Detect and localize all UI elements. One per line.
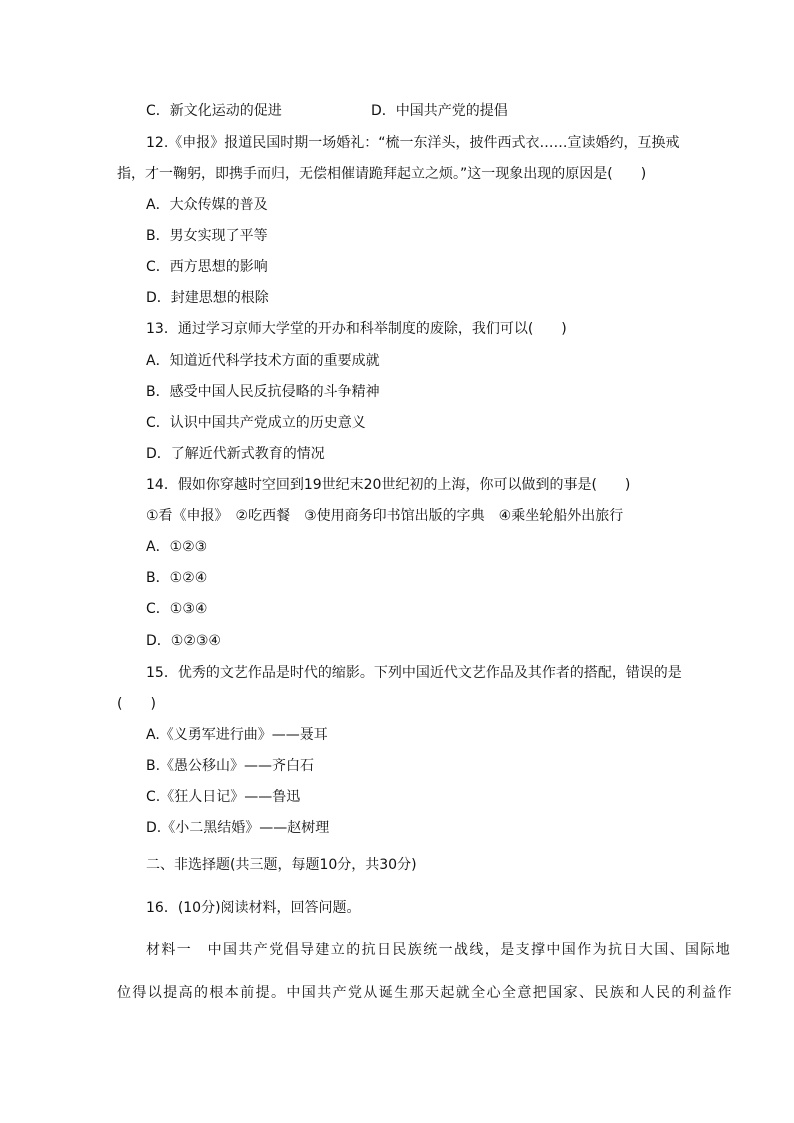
q12-option-c: C．西方思想的影响: [146, 259, 268, 275]
q15-option-c: C.《狂人日记》——鲁迅: [146, 789, 301, 805]
q13-option-a: A．知道近代科学技术方面的重要成就: [146, 353, 380, 369]
q12-option-a: A．大众传媒的普及: [146, 197, 268, 213]
q14-option-d: D．①②③④: [146, 633, 221, 649]
q15-option-b: B.《愚公移山》——齐白石: [146, 758, 315, 774]
q15-option-d: D.《小二黑结婚》——赵树理: [146, 820, 330, 836]
q11-option-c: C．新文化运动的促进: [146, 103, 282, 119]
q13-option-b: B．感受中国人民反抗侵略的斗争精神: [146, 384, 380, 400]
q13-stem: 13．通过学习京师大学堂的开办和科举制度的废除，我们可以( ): [146, 321, 567, 337]
q12-stem-line2: 指，才一鞠躬，即携手而归，无偿相催请跪拜起立之烦。”这一现象出现的原因是( ): [117, 166, 647, 182]
q15-option-a: A.《义勇军进行曲》——聂耳: [146, 727, 328, 743]
q13-option-c: C．认识中国共产党成立的历史意义: [146, 415, 366, 431]
q14-option-b: B．①②④: [146, 570, 208, 586]
q16-stem: 16．(10分)阅读材料，回答问题。: [146, 900, 361, 916]
q11-option-d-wrap: [371, 101, 508, 121]
q16-material-line2: 位得以提高的根本前提。中国共产党从诞生那天起就全心全意把国家、民族和人民的利益作: [117, 985, 733, 1001]
q11-option-d: D．中国共产党的提倡: [371, 103, 508, 119]
q12-stem-line1: 12.《申报》报道民国时期一场婚礼：“梳一东洋头，披件西式衣……宣读婚约，互换戒: [146, 135, 680, 151]
q14-items: ①看《申报》 ②吃西餐 ③使用商务印书馆出版的字典 ④乘坐轮船外出旅行: [146, 508, 624, 524]
q12-option-d: D．封建思想的根除: [146, 290, 269, 306]
q16-material-line1: 材料一 中国共产党倡导建立的抗日民族统一战线，是支撑中国作为抗日大国、国际地: [146, 942, 732, 958]
q11-options-row: [146, 101, 282, 121]
q13-option-d: D．了解近代新式教育的情况: [146, 446, 325, 462]
q15-stem-line1: 15．优秀的文艺作品是时代的缩影。下列中国近代文艺作品及其作者的搭配，错误的是: [146, 665, 682, 681]
q14-option-c: C．①③④: [146, 601, 208, 617]
section-heading: 二、非选择题(共三题，每题10分，共30分): [146, 857, 417, 873]
q14-stem: 14．假如你穿越时空回到19世纪末20世纪初的上海，你可以做到的事是( ): [146, 477, 631, 493]
q15-stem-line2: ( ): [117, 696, 156, 712]
q14-option-a: A．①②③: [146, 539, 208, 555]
q12-option-b: B．男女实现了平等: [146, 228, 268, 244]
